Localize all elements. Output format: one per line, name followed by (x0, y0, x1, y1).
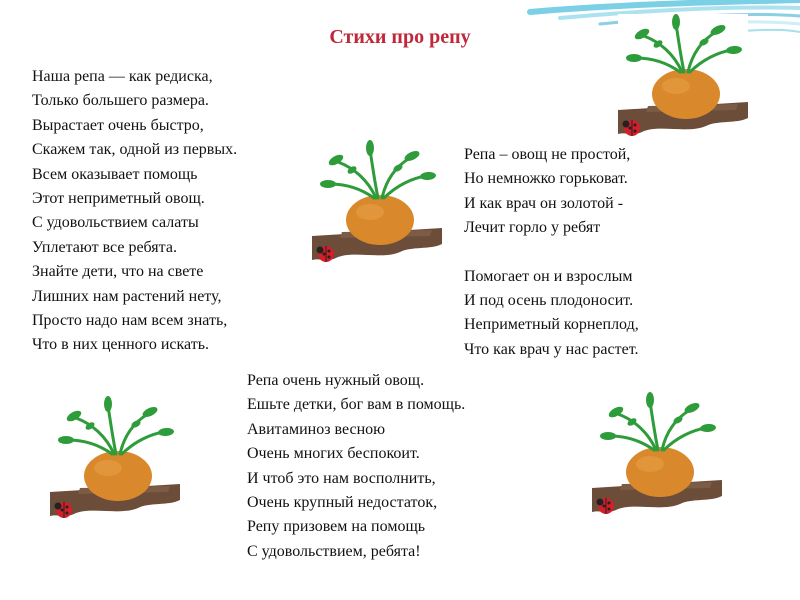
poem-left (32, 65, 318, 358)
poem-line: Репа очень нужный овощ. (247, 372, 425, 389)
poem-line: Лишних нам растений нету, (32, 287, 222, 305)
poem-line: Уплетают все ребята. (32, 238, 177, 256)
poem-bottom (247, 369, 465, 564)
poem-line: Ешьте детки, бог вам в помощь. (247, 396, 466, 414)
poem-right (464, 143, 639, 362)
turnip-illustration-bottom-right (592, 392, 722, 522)
poem-line: Авитаминоз весною (247, 420, 386, 438)
poem-line: Неприметный корнеплод, (464, 316, 639, 334)
poem-line: Наша репа — как редиска, (32, 68, 213, 85)
poem-line: Что как врач у нас растет. (464, 340, 639, 358)
poem-line: Только большего размера. (32, 92, 209, 110)
poem-line: Лечит горло у ребят (464, 219, 601, 237)
turnip-illustration-center (312, 140, 442, 270)
poem-line: Очень крупный недостаток, (247, 493, 438, 511)
page-title: Стихи про репу (329, 26, 471, 48)
poem-line: С удовольствием, ребята! (247, 542, 421, 560)
poem-line: Просто надо нам всем знать, (32, 311, 228, 329)
poem-line: Знайте дети, что на свете (32, 263, 204, 281)
poem-line: Что в них ценного искать. (32, 336, 209, 354)
poem-line: Скажем так, одной из первых. (32, 141, 238, 159)
turnip-illustration-bottom-left (50, 396, 180, 526)
poem-line: И под осень плодоносит. (464, 291, 634, 309)
turnip-illustration-top-right (618, 14, 748, 144)
poem-line: Очень многих беспокоит. (247, 445, 420, 463)
poem-line: Но немножко горьковат. (464, 170, 628, 188)
poem-line: Помогает он и взрослым (464, 267, 633, 285)
poem-line: Репу призовем на помощь (247, 518, 426, 536)
poem-line: И чтоб это нам восполнить, (247, 469, 436, 487)
poem-line: И как врач он золотой - (464, 194, 624, 212)
poem-line: Вырастает очень быстро, (32, 116, 204, 134)
poem-line: Этот неприметный овощ. (32, 189, 205, 207)
poem-line: Репа – овощ не простой, (464, 146, 631, 163)
poem-line: Всем оказывает помощь (32, 165, 198, 183)
poem-line: С удовольствием салаты (32, 214, 199, 232)
